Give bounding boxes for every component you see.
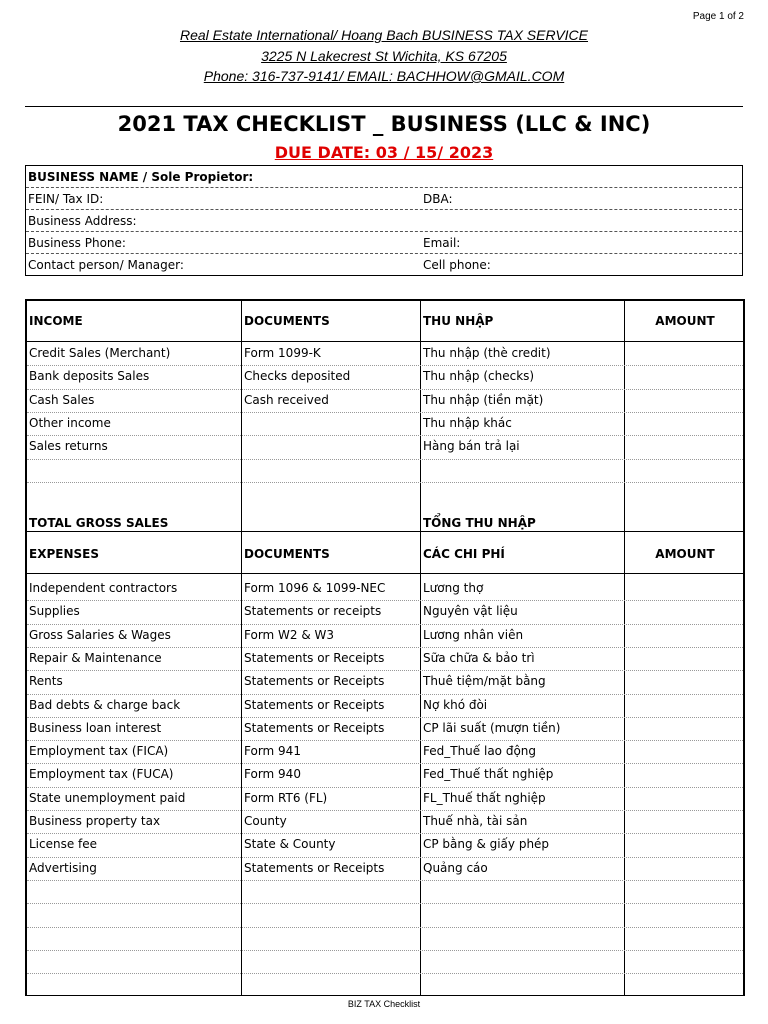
- income-cell: Checks deposited: [244, 369, 351, 384]
- expenses-amount-cell[interactable]: [627, 787, 741, 808]
- row-divider: [27, 880, 743, 881]
- expenses-cell: Thuế nhà, tài sản: [423, 814, 528, 828]
- company-address: [0, 48, 768, 64]
- due-date-text: DUE DATE: 03 / 15/ 2023: [274, 143, 494, 162]
- row-divider: [27, 903, 743, 904]
- income-documents-header: DOCUMENTS: [244, 314, 330, 328]
- income-amount-cell[interactable]: [627, 389, 741, 410]
- expenses-header-divider: [27, 573, 743, 574]
- income-amount-cell[interactable]: [627, 342, 741, 363]
- due-date: [0, 143, 768, 162]
- income-amount-cell[interactable]: [627, 365, 741, 386]
- dba-label: DBA:: [423, 192, 453, 206]
- income-cell: Cash received: [244, 392, 329, 407]
- expenses-cell: Supplies: [29, 604, 80, 619]
- expenses-cell: Employment tax (FICA): [29, 744, 169, 759]
- expenses-cell: Advertising: [29, 860, 97, 875]
- expenses-cell: Sữa chữa & bảo trì: [423, 650, 535, 665]
- expenses-cell: Lương thợ: [423, 581, 484, 595]
- expenses-cell: Employment tax (FUCA): [29, 767, 174, 782]
- expenses-cell: Fed_Thuế thất nghiệp: [423, 767, 554, 782]
- expenses-cell: Statements or Receipts: [244, 674, 385, 689]
- expenses-cell: Form 940: [244, 767, 301, 782]
- expenses-amount-cell[interactable]: [627, 577, 741, 598]
- income-amount-cell[interactable]: [627, 412, 741, 433]
- income-cell: Thu nhập (thè credit): [423, 346, 551, 360]
- expenses-cell: Statements or Receipts: [244, 720, 385, 735]
- company-contact: [0, 68, 768, 84]
- income-cell: Sales returns: [29, 439, 108, 454]
- business-info-box: [25, 165, 743, 276]
- row-divider: [27, 482, 743, 483]
- column-divider: [241, 301, 242, 995]
- income-cell: Thu nhập (tiền mặt): [423, 392, 544, 407]
- column-divider: [624, 301, 625, 995]
- expenses-cell: Statements or Receipts: [244, 860, 385, 875]
- expenses-cell: Form RT6 (FL): [244, 790, 328, 805]
- expenses-cell: FL_Thuế thất nghiệp: [423, 790, 546, 805]
- expenses-cell: Independent contractors: [29, 581, 178, 595]
- income-amount-header: AMOUNT: [655, 314, 715, 328]
- info-row-address: [26, 210, 742, 232]
- income-cell: Thu nhập (checks): [423, 369, 535, 384]
- expenses-cell: Form 1096 & 1099-NEC: [244, 581, 386, 595]
- expenses-cell: Business loan interest: [29, 720, 162, 735]
- footer-label: BIZ TAX Checklist: [347, 999, 421, 1009]
- cell-label: Cell phone:: [423, 258, 491, 272]
- phone-label: Business Phone:: [28, 236, 126, 250]
- total-gross-sales-vn: TỔNG THU NHẬP: [423, 516, 536, 530]
- expenses-cell: Form W2 & W3: [244, 627, 335, 642]
- expenses-amount-cell[interactable]: [627, 833, 741, 854]
- expenses-amount-cell[interactable]: [627, 670, 741, 691]
- expenses-cell: State & County: [244, 837, 336, 852]
- company-name-text: Real Estate International/ Hoang Bach BUSINESS TAX SERVICE: [179, 27, 589, 43]
- expenses-amount-cell[interactable]: [627, 763, 741, 784]
- expenses-cell: Gross Salaries & Wages: [29, 627, 171, 642]
- header-rule: [25, 106, 743, 107]
- contact-label: Contact person/ Manager:: [28, 258, 184, 272]
- expenses-amount-cell[interactable]: [627, 694, 741, 715]
- income-cell: Credit Sales (Merchant): [29, 346, 171, 360]
- expenses-cell: License fee: [29, 837, 98, 852]
- expenses-cell: Statements or receipts: [244, 604, 382, 619]
- income-cell: Other income: [29, 415, 111, 430]
- row-divider: [27, 973, 743, 974]
- income-cell: Form 1099-K: [244, 346, 321, 360]
- income-vn-header: THU NHẬP: [423, 314, 494, 328]
- expenses-cell: Statements or Receipts: [244, 650, 385, 665]
- expenses-amount-cell[interactable]: [627, 624, 741, 645]
- expenses-cell: Fed_Thuế lao động: [423, 744, 537, 759]
- expenses-cell: Statements or Receipts: [244, 697, 385, 712]
- expenses-amount-cell[interactable]: [627, 740, 741, 761]
- info-row-fein: [26, 188, 742, 210]
- expenses-cell: Lương nhân viên: [423, 627, 524, 642]
- info-row-phone: [26, 232, 742, 254]
- page-title: 2021 TAX CHECKLIST _ BUSINESS (LLC & INC): [117, 112, 651, 136]
- row-divider: [27, 459, 743, 460]
- income-amount-cell[interactable]: [627, 435, 741, 456]
- income-cell: Thu nhập khác: [423, 415, 512, 430]
- expenses-amount-header: AMOUNT: [655, 547, 715, 561]
- expenses-documents-header: DOCUMENTS: [244, 547, 330, 561]
- expenses-cell: Rents: [29, 674, 63, 689]
- fein-label: FEIN/ Tax ID:: [28, 192, 104, 206]
- expenses-cell: Quảng cáo: [423, 860, 488, 875]
- expenses-amount-cell[interactable]: [627, 857, 741, 878]
- income-cell: Hàng bán trả lại: [423, 439, 520, 454]
- email-label: Email:: [423, 236, 461, 250]
- expenses-cell: Repair & Maintenance: [29, 650, 162, 665]
- company-address-text: 3225 N Lakecrest St Wichita, KS 67205: [261, 48, 507, 64]
- info-row-business-name: [26, 166, 742, 188]
- expenses-amount-cell[interactable]: [627, 810, 741, 831]
- income-cell: Cash Sales: [29, 392, 95, 407]
- expenses-cell: CP bằng & giấy phép: [423, 837, 550, 852]
- row-divider: [27, 950, 743, 951]
- income-header: INCOME: [29, 314, 83, 328]
- total-gross-sales-label: TOTAL GROSS SALES: [29, 516, 169, 530]
- column-divider: [420, 301, 421, 995]
- total-divider: [27, 531, 743, 532]
- expenses-amount-cell[interactable]: [627, 600, 741, 621]
- expenses-cell: Nguyên vật liệu: [423, 604, 518, 619]
- expenses-cell: CP lãi suất (mượn tiền): [423, 720, 561, 735]
- income-cell: Bank deposits Sales: [29, 369, 150, 384]
- company-contact-text: Phone: 316-737-9141/ EMAIL: BACHHOW@GMAIL.COM: [203, 68, 565, 84]
- info-row-contact: [26, 254, 742, 275]
- checklist-table: [25, 299, 745, 996]
- expenses-header: EXPENSES: [29, 547, 99, 561]
- expenses-amount-cell[interactable]: [627, 647, 741, 668]
- expenses-vn-header: CÁC CHI PHÍ: [423, 547, 505, 561]
- expenses-cell: Bad debts & charge back: [29, 697, 181, 712]
- business-name-label: BUSINESS NAME / Sole Propietor:: [28, 170, 254, 184]
- company-name: [0, 27, 768, 43]
- row-divider: [27, 927, 743, 928]
- expenses-cell: State unemployment paid: [29, 790, 186, 805]
- expenses-cell: Form 941: [244, 744, 301, 759]
- address-label: Business Address:: [28, 214, 137, 228]
- page-number: Page 1 of 2: [692, 11, 744, 22]
- expenses-cell: Business property tax: [29, 814, 161, 828]
- expenses-amount-cell[interactable]: [627, 717, 741, 738]
- expenses-cell: County: [244, 814, 287, 828]
- expenses-cell: Nợ khó đòi: [423, 697, 488, 712]
- expenses-cell: Thuê tiệm/mặt bằng: [423, 674, 546, 689]
